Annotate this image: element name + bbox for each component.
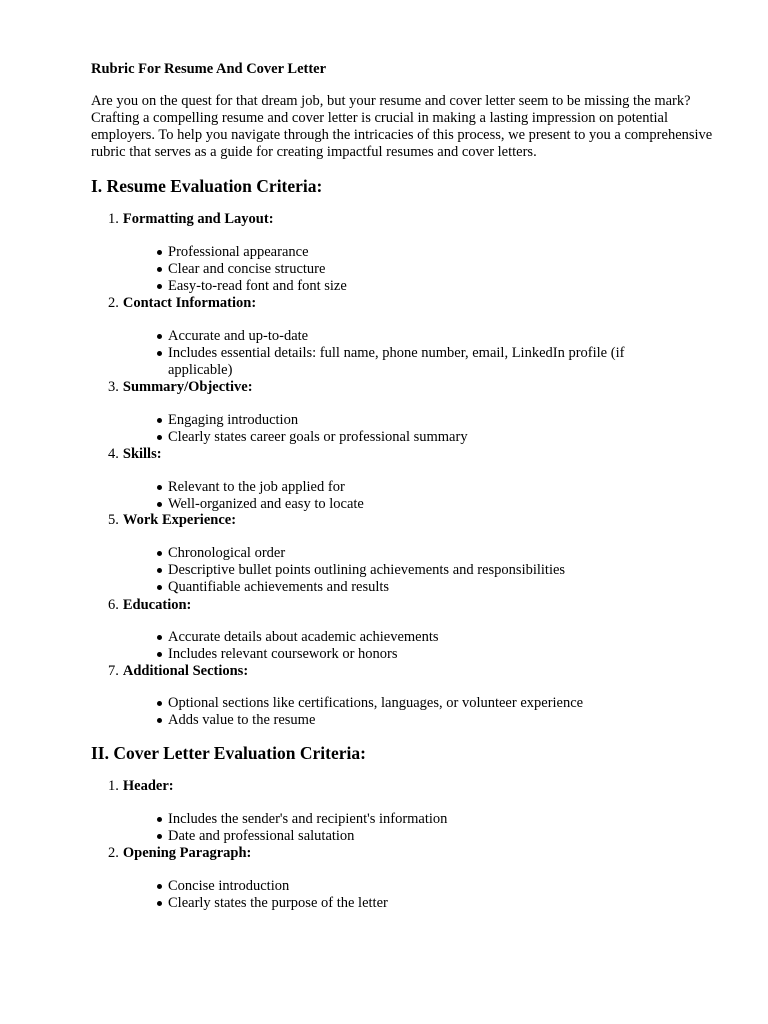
list-item: Concise introduction — [157, 878, 688, 895]
list-item: Optional sections like certifications, languages, or volunteer experience — [157, 695, 688, 712]
numbered-item: 1. Header: — [108, 778, 174, 794]
bullet-icon — [157, 701, 162, 706]
bullet-icon — [157, 435, 162, 440]
bullet-icon — [157, 718, 162, 723]
bullet-icon — [157, 635, 162, 640]
list-item: Quantifiable achievements and results — [157, 579, 688, 596]
numbered-item: 5. Work Experience: — [108, 512, 237, 528]
bullet-list — [157, 479, 688, 513]
list-item: Adds value to the resume — [157, 712, 688, 729]
list-item: Relevant to the job applied for — [157, 479, 688, 496]
list-item: Includes the sender's and recipient's information — [157, 811, 688, 828]
bullet-list — [157, 629, 688, 663]
bullet-icon — [157, 485, 162, 490]
bullet-list — [157, 545, 688, 596]
bullet-icon — [157, 418, 162, 423]
section-heading-cover-letter: II. Cover Letter Evaluation Criteria: — [91, 743, 366, 763]
list-item: Includes relevant coursework or honors — [157, 646, 688, 663]
numbered-item: 3. Summary/Objective: — [108, 379, 253, 395]
section-heading-resume: I. Resume Evaluation Criteria: — [91, 176, 323, 196]
bullet-icon — [157, 834, 162, 839]
bullet-icon — [157, 551, 162, 556]
numbered-item: 2. Contact Information: — [108, 295, 257, 311]
bullet-list — [157, 695, 688, 729]
bullet-icon — [157, 284, 162, 289]
numbered-item: 7. Additional Sections: — [108, 663, 249, 679]
bullet-icon — [157, 884, 162, 889]
bullet-list — [157, 878, 688, 912]
bullet-icon — [157, 817, 162, 822]
bullet-list — [157, 328, 688, 379]
numbered-item: 1. Formatting and Layout: — [108, 211, 274, 227]
list-item: Professional appearance — [157, 244, 688, 261]
list-item: Descriptive bullet points outlining achievements and responsibilities — [157, 562, 688, 579]
numbered-item: 6. Education: — [108, 597, 192, 613]
bullet-list — [157, 412, 688, 446]
list-item: Clearly states the purpose of the letter — [157, 895, 688, 912]
bullet-icon — [157, 502, 162, 507]
list-item: Easy-to-read font and font size — [157, 278, 688, 295]
bullet-icon — [157, 267, 162, 272]
bullet-icon — [157, 585, 162, 590]
list-item: Chronological order — [157, 545, 688, 562]
document-title: Rubric For Resume And Cover Letter — [91, 61, 327, 77]
list-item: Well-organized and easy to locate — [157, 496, 688, 513]
list-item: Engaging introduction — [157, 412, 688, 429]
list-item: Accurate and up-to-date — [157, 328, 688, 345]
bullet-list — [157, 244, 688, 295]
numbered-item: 2. Opening Paragraph: — [108, 845, 252, 861]
bullet-icon — [157, 351, 162, 356]
bullet-list — [157, 811, 688, 845]
list-item: Accurate details about academic achievements — [157, 629, 688, 646]
list-item: Date and professional salutation — [157, 828, 688, 845]
bullet-icon — [157, 568, 162, 573]
intro-paragraph: Are you on the quest for that dream job, but your resume and cover letter seem to be missing the mark? Crafting a compelling resume and cover letter is crucial in making a lasting impression on potential employers. To help you navigate through the intricacies of this process, we present to you a comprehensive rubric that serves as a guide for creating impactful resumes and cover letters. — [91, 93, 713, 160]
list-item: Clearly states career goals or professional summary — [157, 429, 688, 446]
bullet-icon — [157, 652, 162, 657]
bullet-icon — [157, 901, 162, 906]
bullet-icon — [157, 334, 162, 339]
bullet-icon — [157, 250, 162, 255]
numbered-item: 4. Skills: — [108, 446, 162, 462]
list-item: Clear and concise structure — [157, 261, 688, 278]
list-item: Includes essential details: full name, phone number, email, LinkedIn profile (if applicable) — [157, 345, 668, 379]
